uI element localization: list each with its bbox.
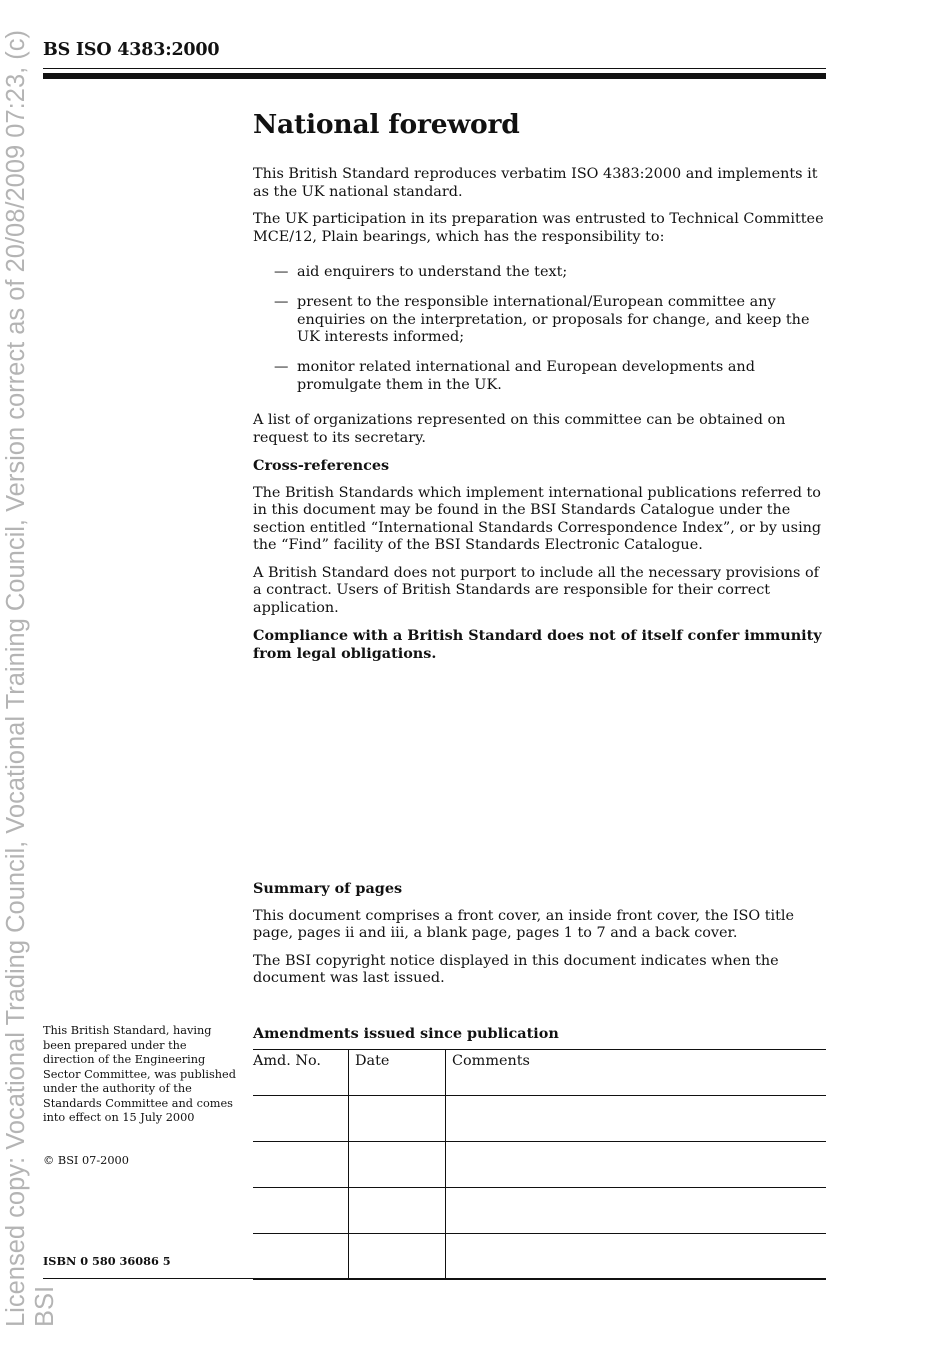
dash-marker: — [274,264,289,280]
amendments-table [253,1049,826,1280]
table-cell [253,1096,349,1142]
table-cell [253,1142,349,1188]
summary-of-pages-section [253,880,828,998]
summary-heading: Summary of pages [253,880,403,897]
watermark-text: Licensed copy: Vocational Trading Council, Vocational Training Council, Version correct as of 20/08/2009 07:23, (c) BSI [2,29,59,1327]
table-cell [446,1234,827,1280]
dash-marker: — [274,359,289,375]
table-row [253,1234,826,1280]
page-title: National foreword [253,109,520,140]
summary-paragraph: This document comprises a front cover, an inside front cover, the ISO title page, pages ii and iii, a blank page, pages 1 to 7 and a back cover. [253,907,795,941]
footer-rule [43,1278,826,1279]
foreword-paragraph: A list of organizations represented on this committee can be obtained on request to its secretary. [253,412,786,446]
table-cell [253,1234,349,1280]
header-rule-thin [43,68,826,69]
cross-references-heading: Cross-references [253,457,390,474]
list-item-text: aid enquirers to understand the text; [297,264,568,280]
summary-paragraph: The BSI copyright notice displayed in this document indicates when the document was last issued. [253,952,779,986]
table-row [253,1142,826,1188]
national-foreword-section [253,108,828,672]
amendments-title: Amendments issued since publication [253,1025,559,1042]
foreword-paragraph: The British Standards which implement international publications referred to in this document may be found in the BSI Standards Catalogue under the section entitled “International Standards Correspondence Index”, or by using the “Find” facility of the BSI Standards Electronic Catalogue. [253,484,822,553]
table-cell [349,1188,446,1234]
column-header-comments: Comments [446,1050,827,1096]
table-cell [446,1188,827,1234]
document-id: BS ISO 4383:2000 [43,40,220,60]
copyright-notice: © BSI 07-2000 [43,1154,129,1167]
list-item-text: monitor related international and European developments and promulgate them in the UK. [297,359,755,393]
table-row [253,1188,826,1234]
license-watermark [0,0,60,1345]
list-item [253,294,828,347]
list-item [253,359,828,394]
list-item [253,264,828,282]
foreword-paragraph: The UK participation in its preparation was entrusted to Technical Committee MCE/12, Plain bearings, which has the responsibility to: [253,211,824,245]
list-item-text: present to the responsible international/European committee any enquiries on the interpretation, or proposals for change, and keep the UK interests informed; [297,294,810,345]
table-cell [349,1096,446,1142]
isbn-number: ISBN 0 580 36086 5 [43,1254,171,1268]
responsibility-list [253,264,828,394]
publication-note: This British Standard, having been prepared under the direction of the Engineering Sector Committee, was published under the authority of the Standards Committee and comes into effect on 15 July 2000 [43,1024,236,1124]
table-cell [349,1142,446,1188]
table-cell [446,1142,827,1188]
foreword-paragraph: This British Standard reproduces verbatim ISO 4383:2000 and implements it as the UK national standard. [253,166,818,200]
foreword-paragraph: A British Standard does not purport to include all the necessary provisions of a contract. Users of British Standards are responsible for their correct application. [253,564,819,616]
column-header-date: Date [349,1050,446,1096]
table-cell [253,1188,349,1234]
table-cell [446,1096,827,1142]
header-rule-thick [43,73,826,79]
dash-marker: — [274,294,289,310]
table-row [253,1096,826,1142]
table-header-row [253,1050,826,1096]
column-header-amd-no: Amd. No. [253,1050,349,1096]
compliance-notice: Compliance with a British Standard does not of itself confer immunity from legal obligations. [253,627,822,662]
table-cell [349,1234,446,1280]
